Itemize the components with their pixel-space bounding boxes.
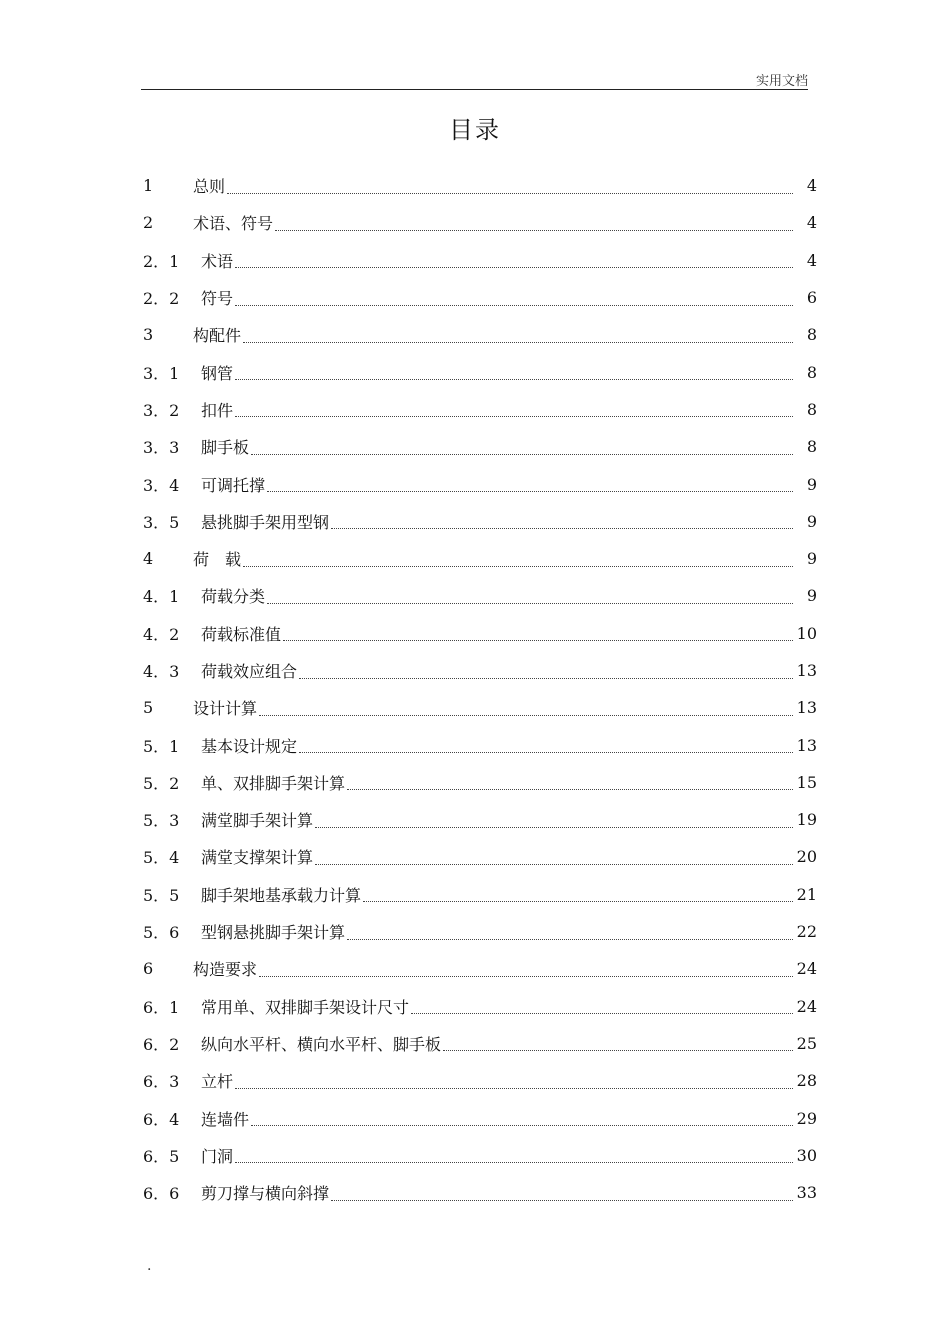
toc-entry-number: 4．2: [143, 624, 180, 644]
toc-entry-page: 33: [796, 1183, 817, 1203]
dot-leader: [259, 714, 793, 716]
toc-entry-page: 9: [806, 549, 817, 569]
toc-entry[interactable]: [143, 1099, 817, 1136]
toc-entry[interactable]: [143, 577, 817, 614]
toc-entry-title: 剪刀撑与横向斜撑: [201, 1184, 330, 1204]
dot-leader: [267, 490, 793, 492]
dot-leader: [235, 304, 793, 306]
dot-leader: [267, 602, 793, 604]
dot-leader: [243, 565, 793, 567]
toc-entry-page: 13: [796, 661, 817, 680]
toc-entry-page: 8: [806, 437, 817, 457]
toc-entry-title: 术语: [201, 251, 234, 271]
toc-entry-title: 构造要求: [193, 960, 258, 980]
dot-leader: [235, 266, 793, 268]
toc-entry-number: 3．2: [143, 400, 180, 420]
toc-entry[interactable]: [143, 428, 817, 465]
toc-entry-number: 5．1: [143, 736, 180, 756]
toc-entry-page: 20: [796, 847, 817, 867]
toc-entry-page: 8: [806, 325, 817, 345]
dot-leader: [363, 900, 793, 902]
toc-entry-title: 立杆: [201, 1072, 234, 1092]
toc-entry-number: 6．6: [143, 1184, 180, 1204]
toc-entry-page: 8: [806, 362, 817, 382]
toc-entry-number: 5: [143, 698, 154, 718]
toc-entry-title: 满堂脚手架计算: [201, 811, 314, 831]
dot-leader: [235, 378, 793, 380]
footer-mark: .: [147, 1258, 152, 1274]
toc-entry[interactable]: [143, 503, 817, 540]
toc-entry[interactable]: [143, 242, 817, 279]
toc-entry-page: 25: [796, 1033, 817, 1053]
toc-entry-page: 9: [806, 511, 817, 531]
toc-entry-number: 5．3: [143, 811, 180, 831]
header-divider: [141, 89, 808, 90]
toc-entry-number: 6．2: [143, 1034, 180, 1054]
toc-entry-page: 15: [796, 772, 817, 792]
toc-entry-page: 19: [796, 810, 817, 830]
toc-entry[interactable]: [143, 353, 817, 390]
toc-entry[interactable]: [143, 689, 817, 726]
dot-leader: [235, 1087, 793, 1089]
toc-entry-number: 3．4: [143, 475, 180, 495]
toc-entry[interactable]: [143, 465, 817, 502]
toc-entry-title: 满堂支撑架计算: [201, 848, 314, 868]
toc-entry-number: 2．2: [143, 289, 180, 309]
dot-leader: [275, 229, 793, 231]
toc-entry[interactable]: [143, 391, 817, 428]
toc-entry-number: 6．4: [143, 1109, 180, 1129]
running-header: 实用文档: [755, 74, 808, 89]
toc-entry-page: 21: [796, 884, 817, 904]
toc-entry[interactable]: [143, 764, 817, 801]
dot-leader: [331, 1199, 793, 1201]
toc-entry-title: 构配件: [193, 326, 242, 346]
toc-entry[interactable]: [143, 1025, 817, 1062]
page-title: 目录: [449, 116, 501, 144]
toc-entry-title: 扣件: [201, 400, 234, 420]
toc-entry-title: 荷载标准值: [201, 624, 282, 644]
toc-entry-title: 设计计算: [193, 699, 258, 719]
dot-leader: [235, 1161, 793, 1163]
toc-entry-title: 单、双排脚手架计算: [201, 773, 346, 793]
dot-leader: [411, 1012, 793, 1014]
toc-entry-number: 6: [143, 959, 154, 979]
toc-entry-page: 8: [806, 399, 817, 419]
dot-leader: [347, 938, 793, 940]
dot-leader: [347, 788, 793, 790]
toc-entry-title: 基本设计规定: [201, 736, 298, 756]
dot-leader: [299, 751, 793, 753]
toc-entry[interactable]: [143, 1174, 817, 1211]
toc-entry[interactable]: [143, 950, 817, 987]
toc-entry-page: 9: [806, 586, 817, 606]
toc-entry[interactable]: [143, 1137, 817, 1174]
toc-entry[interactable]: [143, 726, 817, 763]
toc-entry-number: 6．3: [143, 1072, 180, 1092]
toc-entry-number: 4．3: [143, 662, 180, 681]
toc-entry-title: 荷 载: [193, 550, 242, 570]
dot-leader: [235, 415, 793, 417]
dot-leader: [243, 341, 793, 343]
toc-entry-page: 24: [796, 996, 817, 1016]
toc-entry-number: 5．2: [143, 773, 180, 793]
toc-entry-title: 符号: [201, 289, 234, 309]
toc-entry[interactable]: [143, 167, 817, 204]
dot-leader: [251, 1124, 793, 1126]
toc-entry-number: 3．3: [143, 438, 180, 458]
toc-entry-number: 4: [143, 549, 154, 569]
toc-entry-title: 连墙件: [201, 1109, 250, 1129]
toc-entry-page: 22: [796, 922, 817, 942]
dot-leader: [259, 975, 793, 977]
toc-entry-title: 纵向水平杆、横向水平杆、脚手板: [201, 1034, 442, 1054]
toc-entry[interactable]: [143, 838, 817, 875]
toc-entry-number: 2: [143, 213, 154, 233]
toc-entry-title: 型钢悬挑脚手架计算: [201, 923, 346, 943]
toc-entry[interactable]: [143, 988, 817, 1025]
toc-entry-title: 钢管: [201, 363, 234, 383]
dot-leader: [299, 677, 793, 679]
toc-entry-title: 常用单、双排脚手架设计尺寸: [201, 997, 410, 1017]
toc-entry-number: 5．4: [143, 848, 180, 868]
toc-entry-page: 13: [796, 735, 817, 755]
dot-leader: [227, 192, 793, 194]
toc-entry-title: 脚手板: [201, 438, 250, 458]
toc-entry[interactable]: [143, 615, 817, 652]
toc-entry[interactable]: [143, 913, 817, 950]
toc-entry-title: 门洞: [201, 1146, 234, 1166]
toc-entry-number: 5．6: [143, 923, 180, 943]
toc-entry-number: 5．5: [143, 885, 180, 905]
toc-entry-number: 6．5: [143, 1146, 180, 1166]
dot-leader: [283, 639, 793, 641]
toc-entry-number: 4．1: [143, 587, 180, 607]
toc-entry-title: 荷载效应组合: [201, 662, 298, 681]
toc-entry-number: 2．1: [143, 251, 180, 271]
toc-entry[interactable]: [143, 652, 817, 689]
toc-entry-page: 29: [796, 1108, 817, 1128]
toc-entry-number: 1: [143, 176, 154, 196]
toc-entry-page: 13: [796, 698, 817, 718]
dot-leader: [331, 527, 793, 529]
toc-entry-page: 30: [796, 1145, 817, 1165]
toc-entry-title: 脚手架地基承载力计算: [201, 885, 362, 905]
toc-entry-title: 可调托撑: [201, 475, 266, 495]
toc-entry-number: 3．1: [143, 363, 180, 383]
dot-leader: [251, 453, 793, 455]
dot-leader: [443, 1049, 793, 1051]
toc-entry-number: 6．1: [143, 997, 180, 1017]
toc-entry-page: 6: [806, 288, 817, 308]
toc-entry[interactable]: [143, 540, 817, 577]
toc-entry-page: 9: [806, 474, 817, 494]
toc-entry-title: 荷载分类: [201, 587, 266, 607]
toc-entry[interactable]: [143, 801, 817, 838]
toc-entry-number: 3．5: [143, 512, 180, 532]
toc-entry[interactable]: [143, 876, 817, 913]
toc-entry[interactable]: [143, 1062, 817, 1099]
toc-entry-page: 4: [806, 250, 817, 270]
toc-entry[interactable]: [143, 279, 817, 316]
toc-entry-page: 28: [796, 1071, 817, 1091]
toc-entry-page: 24: [796, 959, 817, 979]
toc-entry-page: 4: [806, 176, 817, 196]
dot-leader: [315, 826, 793, 828]
toc-entry-page: 10: [796, 623, 817, 643]
toc-entry-number: 3: [143, 325, 154, 345]
toc-entry[interactable]: [143, 316, 817, 353]
toc-entry-page: 4: [806, 213, 817, 233]
table-of-contents: [143, 167, 817, 1211]
toc-entry-title: 悬挑脚手架用型钢: [201, 512, 330, 532]
toc-entry-title: 总则: [193, 177, 226, 197]
toc-entry[interactable]: [143, 204, 817, 241]
toc-entry-title: 术语、符号: [193, 214, 274, 234]
dot-leader: [315, 863, 793, 865]
